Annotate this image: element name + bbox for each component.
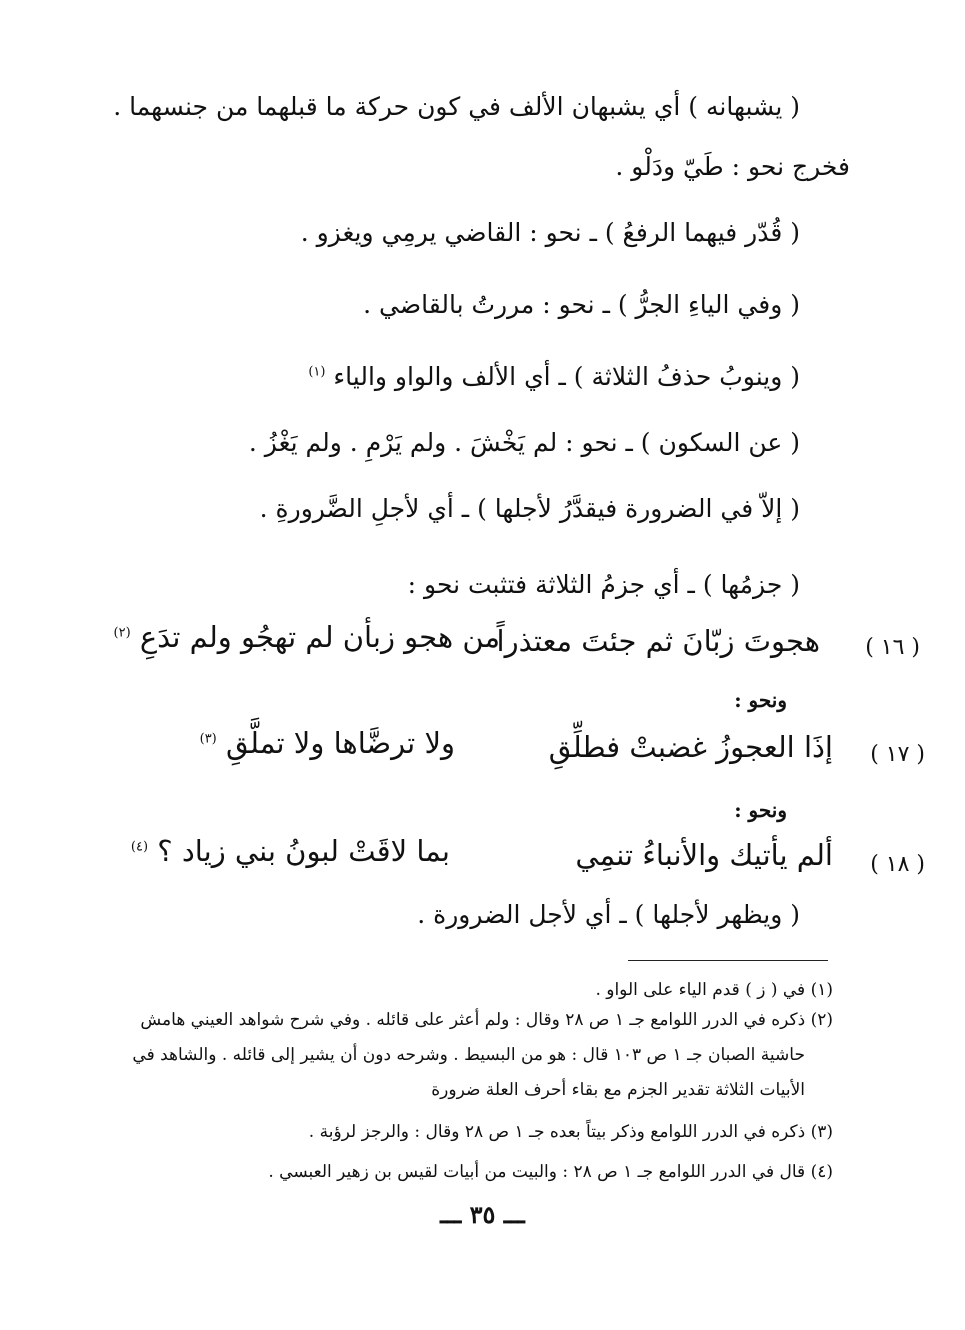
prose-line-7: ( إلاّ في الضرورة فيقدَّرُ لأجلها ) ـ أي لأجلِ الضَّرورةِ . <box>259 494 800 523</box>
prose-line-5-text: ( وينوبُ حذفُ الثلاثة ) ـ أي الألف والواو والياء <box>333 362 800 391</box>
footnote-marker-1: (١) <box>308 364 326 380</box>
prose-line-2: فخرج نحو : طَيّ ودَلْو . <box>615 152 850 181</box>
prose-line-3: ( قُدّر فيهما الرفعُ ) ـ نحو : القاضي يرمِي ويغزو . <box>300 218 800 247</box>
verse-18-second-hemistich <box>131 834 450 868</box>
footnote-3: (٣) ذكره في الدرر اللوامع وذكر بيتاً بعده جـ ١ ص ٢٨ وقال : والرجز لرؤبة . <box>308 1122 833 1142</box>
footnote-1: (١) في ( ز ) قدم الياء على الواو . <box>595 980 833 1000</box>
footnote-marker-4: (٤) <box>130 839 149 855</box>
prose-line-6: ( عن السكون ) ـ نحو : لم يَخْشَ . ولم يَرْمِ . ولم يَغْزُ . <box>248 428 800 457</box>
verse-17-first-hemistich: إذَا العجوزُ غضبتْ فطلِّقِ <box>548 730 833 764</box>
footnote-separator <box>628 960 828 961</box>
verse-18-label: ونحو : <box>734 798 787 822</box>
footnote-marker-2: (٢) <box>113 625 131 641</box>
prose-line-4: ( وفي الياءِ الجرُّ ) ـ نحو : مررتُ بالقاضي . <box>363 290 800 319</box>
verse-17-label: ونحو : <box>734 688 787 712</box>
verse-18-first-hemistich: ألم يأتيك والأنباءُ تنمِي <box>575 838 833 872</box>
closing-line: ( ويظهر لأجلها ) ـ أي لأجل الضرورة . <box>417 900 800 929</box>
footnote-marker-3: (٣) <box>199 731 217 747</box>
prose-line-5 <box>308 362 800 391</box>
footnote-2: (٢) ذكره في الدرر اللوامع جـ ١ ص ٢٨ وقال : ولم أعثر على قائله . وفي شرح شواهد العيني هامش <box>140 1010 833 1030</box>
footnote-2-cont-1: حاشية الصبان جـ ١ ص ١٠٣ قال : هو من البسيط . وشرحه دون أن يشير إلى قائله . والشاهد في <box>132 1045 805 1065</box>
verse-17-number: ( ١٧ ) <box>870 742 925 767</box>
page-number: ـــ ٣٥ ـــ <box>440 1200 525 1229</box>
verse-16-first-hemistich: هجوتَ زبّانَ ثم جئتَ معتذراً <box>496 624 820 658</box>
footnote-4: (٤) قال في الدرر اللوامع جـ ١ ص ٢٨ : والبيت من أبيات لقيس بن زهير العبسي . <box>268 1162 833 1182</box>
verse-16-second-hemistich <box>114 620 501 654</box>
verse-17-second-text: ولا ترضَّاها ولا تملَّقِ <box>225 726 455 760</box>
verse-18-second-text: بما لاقَتْ لبونُ بني زياد ؟ <box>157 834 450 868</box>
footnote-2-cont-2: الأبيات الثلاثة تقدير الجزم مع بقاء أحرف العلة ضرورة <box>431 1080 805 1100</box>
verse-16-number: ( ١٦ ) <box>865 635 920 660</box>
verse-16-second-text: من هجو زبأن لم تهجُو ولم تدَعِ <box>139 620 500 654</box>
verse-17-second-hemistich <box>200 726 455 760</box>
prose-line-1: ( يشبهانه ) أي يشبهان الألف في كون حركة ما قبلهما من جنسهما . <box>113 92 800 121</box>
prose-line-8: ( جزمُها ) ـ أي جزمُ الثلاثة فتثبت نحو : <box>407 570 800 599</box>
verse-18-number: ( ١٨ ) <box>870 852 925 877</box>
